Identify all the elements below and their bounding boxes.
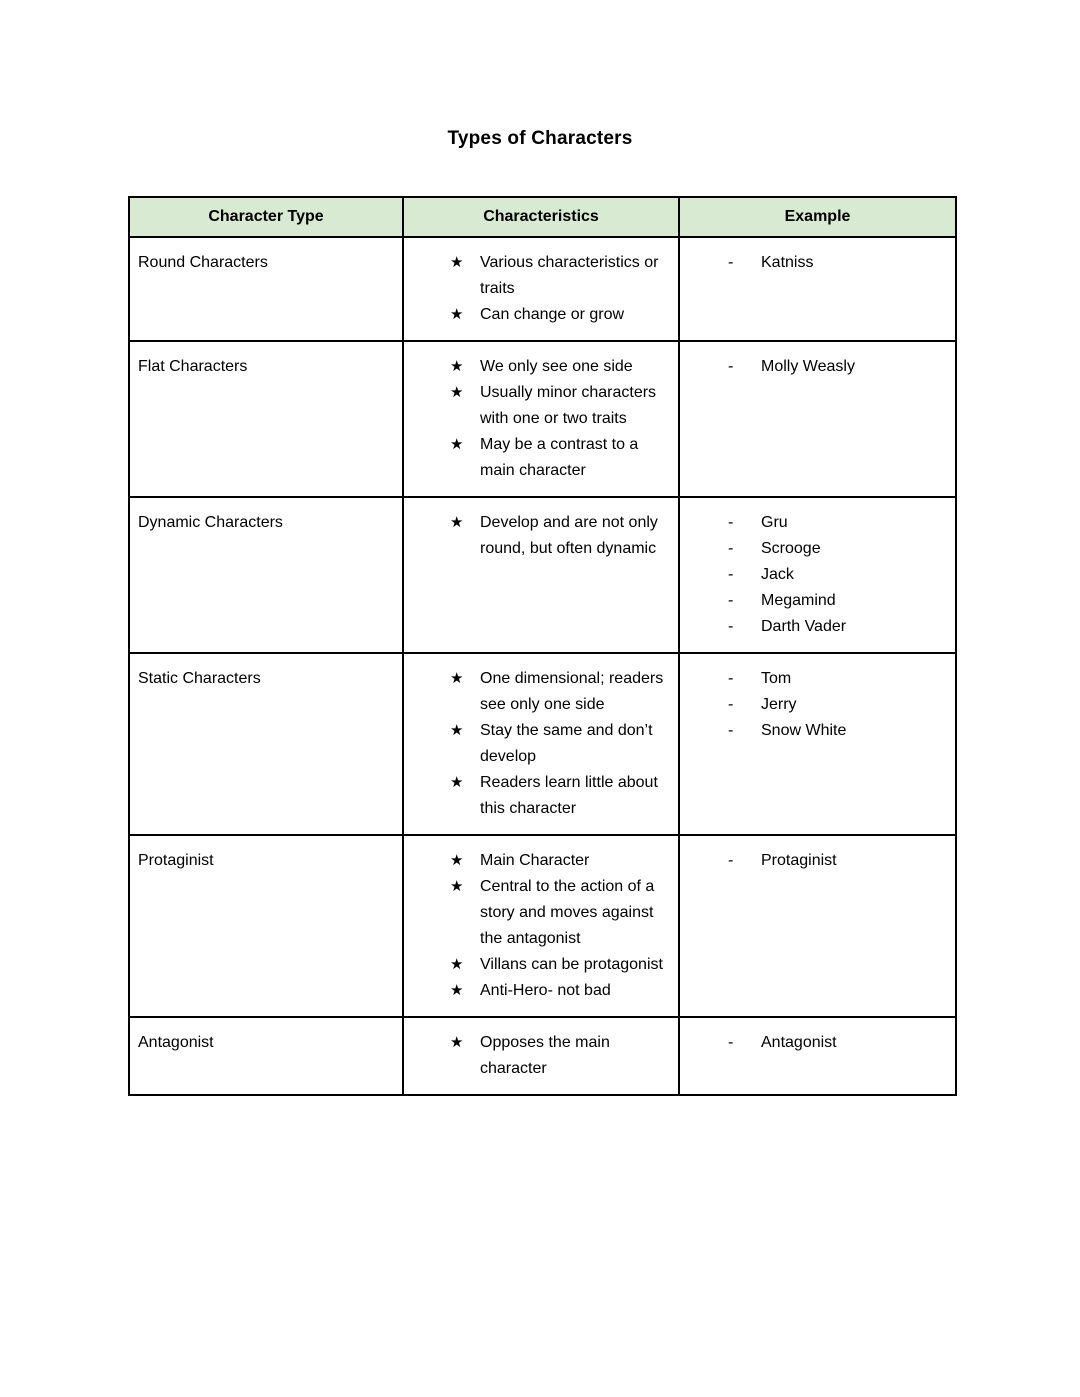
cell-character-type: Dynamic Characters bbox=[129, 497, 403, 653]
cell-characteristics bbox=[403, 1017, 679, 1095]
characteristic-item bbox=[450, 302, 670, 328]
cell-example bbox=[679, 1017, 956, 1095]
cell-character-type: Antagonist bbox=[129, 1017, 403, 1095]
example-item bbox=[728, 614, 947, 640]
table-row bbox=[129, 341, 956, 497]
examples-list bbox=[688, 510, 947, 640]
characteristic-text: Central to the action of a story and moves against the antagonist bbox=[480, 878, 655, 947]
example-item bbox=[728, 354, 947, 380]
dash-bullet-icon: - bbox=[728, 618, 734, 635]
cell-example bbox=[679, 497, 956, 653]
example-text: Snow White bbox=[761, 722, 847, 739]
example-text: Jack bbox=[761, 566, 794, 583]
characteristics-list bbox=[412, 666, 670, 822]
characteristics-list bbox=[412, 354, 670, 484]
examples-list bbox=[688, 250, 947, 276]
header-character-type: Character Type bbox=[129, 197, 403, 237]
characteristic-text: Villans can be protagonist bbox=[480, 956, 663, 973]
characteristic-item bbox=[450, 432, 670, 484]
characteristic-text: Stay the same and don’t develop bbox=[480, 722, 653, 765]
characteristics-list bbox=[412, 250, 670, 328]
dash-bullet-icon: - bbox=[728, 358, 734, 375]
characteristic-text: Readers learn little about this character bbox=[480, 774, 658, 817]
example-item bbox=[728, 536, 947, 562]
characteristic-item bbox=[450, 354, 670, 380]
example-item bbox=[728, 250, 947, 276]
example-item bbox=[728, 718, 947, 744]
characteristic-text: We only see one side bbox=[480, 358, 633, 375]
star-bullet-icon: ★ bbox=[450, 852, 464, 869]
example-item bbox=[728, 1030, 947, 1056]
characters-table bbox=[128, 196, 957, 1096]
characteristic-item bbox=[450, 718, 670, 770]
dash-bullet-icon: - bbox=[728, 540, 734, 557]
star-bullet-icon: ★ bbox=[450, 1034, 464, 1051]
examples-list bbox=[688, 1030, 947, 1056]
example-item bbox=[728, 510, 947, 536]
example-text: Katniss bbox=[761, 254, 814, 271]
example-text: Protaginist bbox=[761, 852, 837, 869]
dash-bullet-icon: - bbox=[728, 254, 734, 271]
star-bullet-icon: ★ bbox=[450, 670, 464, 687]
example-text: Darth Vader bbox=[761, 618, 847, 635]
characteristic-item bbox=[450, 1030, 670, 1082]
star-bullet-icon: ★ bbox=[450, 956, 464, 973]
example-text: Molly Weasly bbox=[761, 358, 855, 375]
characteristic-item bbox=[450, 874, 670, 952]
examples-list bbox=[688, 354, 947, 380]
header-characteristics: Characteristics bbox=[403, 197, 679, 237]
example-text: Antagonist bbox=[761, 1034, 837, 1051]
cell-characteristics bbox=[403, 237, 679, 341]
characteristic-text: Usually minor characters with one or two traits bbox=[480, 384, 657, 427]
cell-example bbox=[679, 237, 956, 341]
dash-bullet-icon: - bbox=[728, 1034, 734, 1051]
characteristic-text: Various characteristics or traits bbox=[480, 254, 659, 297]
table-row bbox=[129, 1017, 956, 1095]
characteristic-text: Can change or grow bbox=[480, 306, 625, 323]
cell-example bbox=[679, 653, 956, 835]
example-text: Gru bbox=[761, 514, 788, 531]
characteristic-text: One dimensional; readers see only one side bbox=[480, 670, 664, 713]
cell-character-type: Round Characters bbox=[129, 237, 403, 341]
characteristic-item bbox=[450, 848, 670, 874]
characteristic-text: May be a contrast to a main character bbox=[480, 436, 639, 479]
table-row bbox=[129, 835, 956, 1017]
example-text: Jerry bbox=[761, 696, 797, 713]
example-text: Tom bbox=[761, 670, 792, 687]
cell-character-type: Flat Characters bbox=[129, 341, 403, 497]
cell-characteristics bbox=[403, 653, 679, 835]
characteristic-item bbox=[450, 952, 670, 978]
dash-bullet-icon: - bbox=[728, 670, 734, 687]
cell-characteristics bbox=[403, 835, 679, 1017]
header-example: Example bbox=[679, 197, 956, 237]
characteristic-text: Main Character bbox=[480, 852, 590, 869]
dash-bullet-icon: - bbox=[728, 514, 734, 531]
star-bullet-icon: ★ bbox=[450, 514, 464, 531]
characteristic-text: Develop and are not only round, but often dynamic bbox=[480, 514, 658, 557]
dash-bullet-icon: - bbox=[728, 592, 734, 609]
example-item bbox=[728, 562, 947, 588]
star-bullet-icon: ★ bbox=[450, 878, 464, 895]
star-bullet-icon: ★ bbox=[450, 254, 464, 271]
table-row bbox=[129, 653, 956, 835]
cell-character-type: Protaginist bbox=[129, 835, 403, 1017]
star-bullet-icon: ★ bbox=[450, 774, 464, 791]
table-row bbox=[129, 497, 956, 653]
star-bullet-icon: ★ bbox=[450, 384, 464, 401]
example-item bbox=[728, 588, 947, 614]
characteristic-item bbox=[450, 250, 670, 302]
dash-bullet-icon: - bbox=[728, 696, 734, 713]
page-title: Types of Characters bbox=[447, 128, 633, 149]
characteristic-item bbox=[450, 510, 670, 562]
examples-list bbox=[688, 666, 947, 744]
example-item bbox=[728, 692, 947, 718]
characteristics-list bbox=[412, 510, 670, 562]
example-text: Scrooge bbox=[761, 540, 821, 557]
characteristics-list bbox=[412, 1030, 670, 1082]
star-bullet-icon: ★ bbox=[450, 722, 464, 739]
cell-example bbox=[679, 835, 956, 1017]
characteristics-list bbox=[412, 848, 670, 1004]
star-bullet-icon: ★ bbox=[450, 306, 464, 323]
cell-characteristics bbox=[403, 497, 679, 653]
star-bullet-icon: ★ bbox=[450, 982, 464, 999]
example-text: Megamind bbox=[761, 592, 836, 609]
examples-list bbox=[688, 848, 947, 874]
table-row bbox=[129, 237, 956, 341]
dash-bullet-icon: - bbox=[728, 722, 734, 739]
star-bullet-icon: ★ bbox=[450, 436, 464, 453]
cell-character-type: Static Characters bbox=[129, 653, 403, 835]
dash-bullet-icon: - bbox=[728, 566, 734, 583]
table-header-row bbox=[129, 197, 956, 237]
cell-characteristics bbox=[403, 341, 679, 497]
star-bullet-icon: ★ bbox=[450, 358, 464, 375]
characteristic-text: Opposes the main character bbox=[480, 1034, 610, 1077]
example-item bbox=[728, 848, 947, 874]
dash-bullet-icon: - bbox=[728, 852, 734, 869]
characteristic-text: Anti-Hero- not bad bbox=[480, 982, 611, 999]
characteristic-item bbox=[450, 380, 670, 432]
characteristic-item bbox=[450, 978, 670, 1004]
characteristic-item bbox=[450, 770, 670, 822]
example-item bbox=[728, 666, 947, 692]
cell-example bbox=[679, 341, 956, 497]
table-body bbox=[129, 237, 956, 1095]
characteristic-item bbox=[450, 666, 670, 718]
